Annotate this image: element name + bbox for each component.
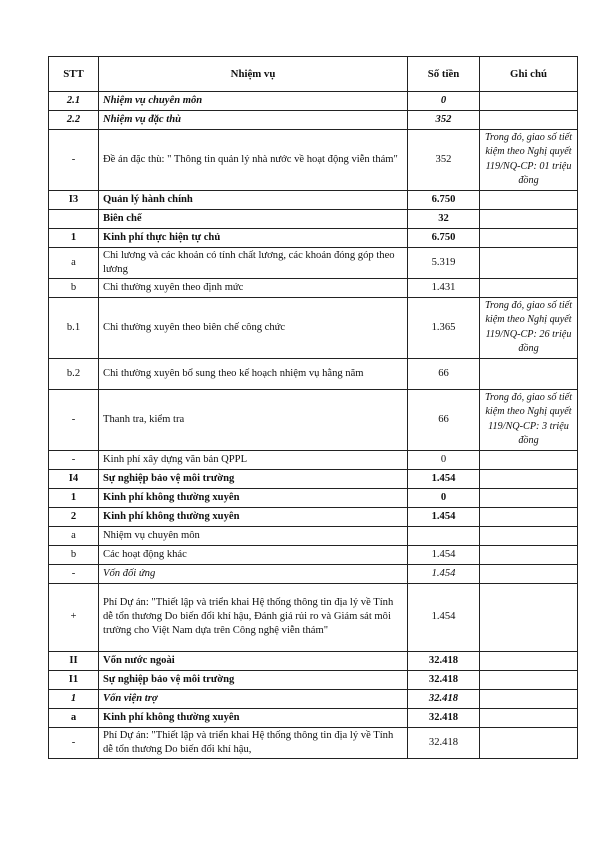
row-stt: + (49, 583, 99, 651)
table-row (49, 469, 578, 488)
row-note (480, 190, 578, 209)
table-body (49, 92, 578, 759)
row-amount: 1.454 (408, 507, 480, 526)
table-row (49, 526, 578, 545)
row-note (480, 545, 578, 564)
row-task: Chi lương và các khoản có tính chất lương, các khoản đóng góp theo lương (99, 247, 408, 278)
row-amount: 32.418 (408, 689, 480, 708)
header-stt: STT (49, 57, 99, 92)
row-amount: 1.454 (408, 469, 480, 488)
row-note (480, 689, 578, 708)
row-amount: 1.454 (408, 564, 480, 583)
row-task: Nhiệm vụ chuyên môn (99, 526, 408, 545)
row-note (480, 228, 578, 247)
row-stt: - (49, 450, 99, 469)
row-task: Kinh phí không thường xuyên (99, 708, 408, 727)
row-note: Trong đó, giao số tiết kiệm theo Nghị quyết 119/NQ-CP: 26 triệu đồng (480, 297, 578, 358)
row-task: Nhiệm vụ chuyên môn (99, 92, 408, 111)
row-note (480, 92, 578, 111)
row-amount: 66 (408, 389, 480, 450)
table-row (49, 358, 578, 389)
header-note: Ghi chú (480, 57, 578, 92)
row-note (480, 526, 578, 545)
row-stt (49, 209, 99, 228)
row-stt: I3 (49, 190, 99, 209)
table-row (49, 389, 578, 450)
row-amount: 32 (408, 209, 480, 228)
row-note (480, 583, 578, 651)
row-amount: 0 (408, 488, 480, 507)
table-row (49, 545, 578, 564)
row-amount: 352 (408, 111, 480, 130)
table-row (49, 247, 578, 278)
row-task: Phí Dự án: "Thiết lập và triển khai Hệ thống thông tin địa lý về Tính dễ tổn thương Do biến đổi khí hậu, Đánh giá rủi ro và Giám sát môi trường cho Việt Nam dựa trên Công nghệ viễn thám" (99, 583, 408, 651)
table-row (49, 190, 578, 209)
header-row (49, 57, 578, 92)
row-task: Quản lý hành chính (99, 190, 408, 209)
table-row (49, 130, 578, 191)
row-amount: 1.454 (408, 545, 480, 564)
row-task: Vốn viện trợ (99, 689, 408, 708)
row-amount: 5.319 (408, 247, 480, 278)
row-task: Sự nghiệp bảo vệ môi trường (99, 469, 408, 488)
table-row (49, 689, 578, 708)
row-stt: b.2 (49, 358, 99, 389)
row-note (480, 209, 578, 228)
row-task: Kinh phí không thường xuyên (99, 507, 408, 526)
row-amount: 32.418 (408, 651, 480, 670)
row-note (480, 651, 578, 670)
row-stt: - (49, 727, 99, 758)
table-row (49, 488, 578, 507)
row-amount: 0 (408, 92, 480, 111)
row-stt: I1 (49, 670, 99, 689)
row-amount: 32.418 (408, 670, 480, 689)
row-stt: 1 (49, 488, 99, 507)
header-task: Nhiệm vụ (99, 57, 408, 92)
row-amount: 0 (408, 450, 480, 469)
row-stt: - (49, 564, 99, 583)
row-amount: 1.365 (408, 297, 480, 358)
row-task: Sự nghiệp bảo vệ môi trường (99, 670, 408, 689)
row-task: Kinh phí không thường xuyên (99, 488, 408, 507)
row-stt: 1 (49, 228, 99, 247)
row-note (480, 708, 578, 727)
row-note: Trong đó, giao số tiết kiệm theo Nghị quyết 119/NQ-CP: 01 triệu đồng (480, 130, 578, 191)
row-task: Biên chế (99, 209, 408, 228)
row-task: Chi thường xuyên theo định mức (99, 278, 408, 297)
budget-table (48, 56, 578, 759)
table-row (49, 228, 578, 247)
row-task: Vốn đối ứng (99, 564, 408, 583)
row-stt: a (49, 526, 99, 545)
row-stt: 2 (49, 507, 99, 526)
row-stt: b.1 (49, 297, 99, 358)
table-row (49, 564, 578, 583)
table-row (49, 111, 578, 130)
row-amount: 32.418 (408, 727, 480, 758)
row-note (480, 564, 578, 583)
row-note (480, 111, 578, 130)
row-amount: 32.418 (408, 708, 480, 727)
table-row (49, 278, 578, 297)
row-note: Trong đó, giao số tiết kiệm theo Nghị quyết 119/NQ-CP: 3 triệu đồng (480, 389, 578, 450)
row-task: Vốn nước ngoài (99, 651, 408, 670)
row-stt: 2.2 (49, 111, 99, 130)
row-amount: 66 (408, 358, 480, 389)
row-task: Kinh phí xây dựng văn bản QPPL (99, 450, 408, 469)
table-row (49, 209, 578, 228)
row-task: Kinh phí thực hiện tự chủ (99, 228, 408, 247)
table-row (49, 450, 578, 469)
table-row (49, 651, 578, 670)
row-note (480, 358, 578, 389)
row-note (480, 450, 578, 469)
row-stt: I4 (49, 469, 99, 488)
row-amount: 1.454 (408, 583, 480, 651)
row-task: Thanh tra, kiểm tra (99, 389, 408, 450)
row-task: Phí Dự án: "Thiết lập và triển khai Hệ thống thông tin địa lý về Tính dễ tổn thương Do biến đổi khí hậu, (99, 727, 408, 758)
table-row (49, 727, 578, 758)
row-stt: b (49, 545, 99, 564)
row-task: Các hoạt động khác (99, 545, 408, 564)
row-stt: a (49, 708, 99, 727)
table-row (49, 92, 578, 111)
row-task: Nhiệm vụ đặc thù (99, 111, 408, 130)
row-stt: II (49, 651, 99, 670)
row-amount: 6.750 (408, 228, 480, 247)
row-note (480, 670, 578, 689)
row-stt: - (49, 130, 99, 191)
row-stt: a (49, 247, 99, 278)
row-amount: 6.750 (408, 190, 480, 209)
table-row (49, 507, 578, 526)
row-note (480, 247, 578, 278)
row-stt: 1 (49, 689, 99, 708)
row-task: Chi thường xuyên theo biên chế công chức (99, 297, 408, 358)
table-row (49, 583, 578, 651)
row-amount (408, 526, 480, 545)
table-row (49, 670, 578, 689)
row-amount: 1.431 (408, 278, 480, 297)
row-note (480, 278, 578, 297)
row-note (480, 727, 578, 758)
row-note (480, 469, 578, 488)
row-stt: b (49, 278, 99, 297)
row-task: Chi thường xuyên bổ sung theo kế hoạch nhiệm vụ hằng năm (99, 358, 408, 389)
row-amount: 352 (408, 130, 480, 191)
row-stt: 2.1 (49, 92, 99, 111)
row-stt: - (49, 389, 99, 450)
header-amount: Số tiền (408, 57, 480, 92)
row-task: Đề án đặc thù: " Thông tin quản lý nhà nước về hoạt động viễn thám" (99, 130, 408, 191)
table-row (49, 708, 578, 727)
table-row (49, 297, 578, 358)
row-note (480, 507, 578, 526)
row-note (480, 488, 578, 507)
